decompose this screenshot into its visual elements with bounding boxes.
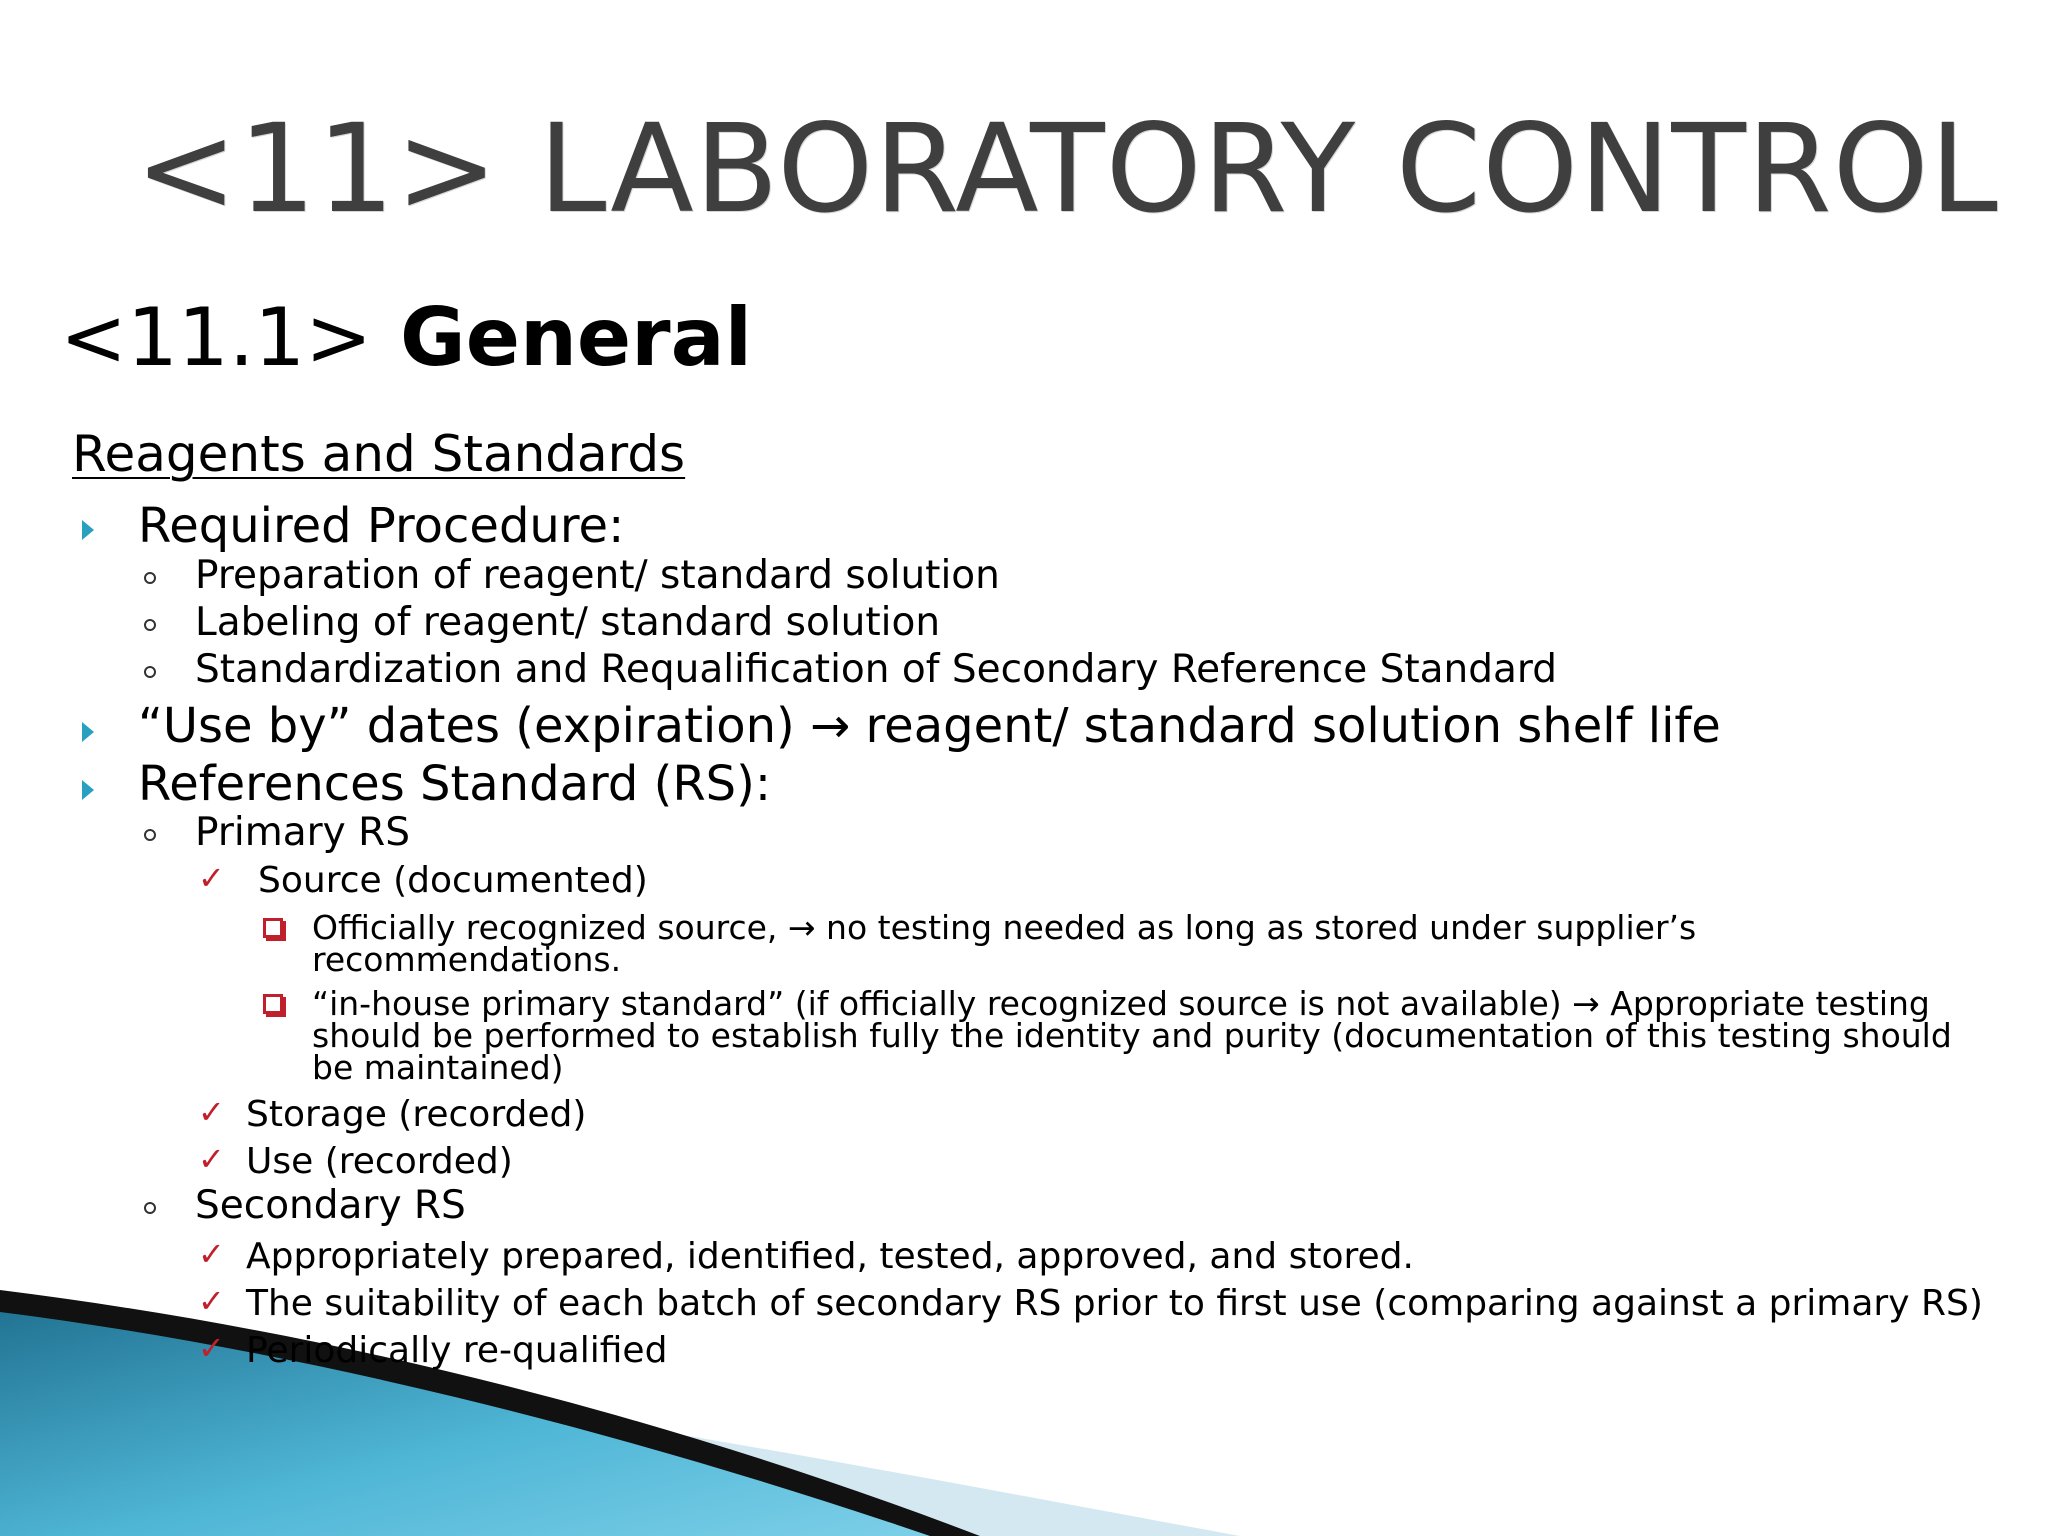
section-subtitle [60,291,753,384]
checkmark-icon: ✓ [198,1329,225,1367]
list-item-labeling: Labeling of reagent/ standard solution [195,600,941,645]
checkmark-icon: ✓ [198,1093,225,1131]
checkbox-bullet-icon [263,918,283,938]
list-item-standardization: Standardization and Requalification of Secondary Reference Standard [195,647,1558,692]
list-item-inhouse-line-2: should be performed to establish fully the identity and purity (documentation of this testing should [312,1016,1952,1055]
ring-bullet-icon [144,666,156,678]
list-item-primary-rs: Primary RS [195,810,410,855]
list-item-use-by: “Use by” dates (expiration) → reagent/ standard solution shelf life [138,698,1721,754]
triangle-bullet-icon [82,520,94,540]
ring-bullet-icon [144,572,156,584]
list-item-periodically: Periodically re-qualified [246,1330,668,1371]
list-item-required-procedure: Required Procedure: [138,498,625,554]
list-item-prep: Preparation of reagent/ standard solution [195,553,1000,598]
ring-bullet-icon [144,829,156,841]
list-item-storage: Storage (recorded) [246,1094,587,1135]
list-item-inhouse-line-1: “in-house primary standard” (if officially recognized source is not available) → Appropriate testing [312,984,1930,1023]
list-item-source: Source (documented) [258,860,648,901]
triangle-bullet-icon [82,722,94,742]
triangle-bullet-icon [82,780,94,800]
list-item-official-line-2: recommendations. [312,940,622,979]
list-item-appropriately: Appropriately prepared, identified, tested, approved, and stored. [246,1236,1414,1277]
checkmark-icon: ✓ [198,1235,225,1273]
slide-title: <11> LABORATORY CONTROL [135,98,1999,240]
list-item-use: Use (recorded) [246,1141,513,1182]
section-heading: Reagents and Standards [72,425,686,483]
subtitle-number: <11.1> [60,291,373,384]
checkmark-icon: ✓ [198,1282,225,1320]
list-item-references: References Standard (RS): [138,756,772,812]
list-item-suitability: The suitability of each batch of secondary RS prior to first use (comparing against a primary RS) [246,1283,1983,1324]
ring-bullet-icon [144,1202,156,1214]
ring-bullet-icon [144,619,156,631]
checkmark-icon: ✓ [198,859,225,897]
list-item-official-line-1: Officially recognized source, → no testing needed as long as stored under supplier’s [312,908,1697,947]
list-item-inhouse-line-3: be maintained) [312,1048,564,1087]
checkmark-icon: ✓ [198,1140,225,1178]
checkbox-bullet-icon [263,994,283,1014]
subtitle-word: General [400,291,753,384]
list-item-secondary-rs: Secondary RS [195,1183,466,1228]
